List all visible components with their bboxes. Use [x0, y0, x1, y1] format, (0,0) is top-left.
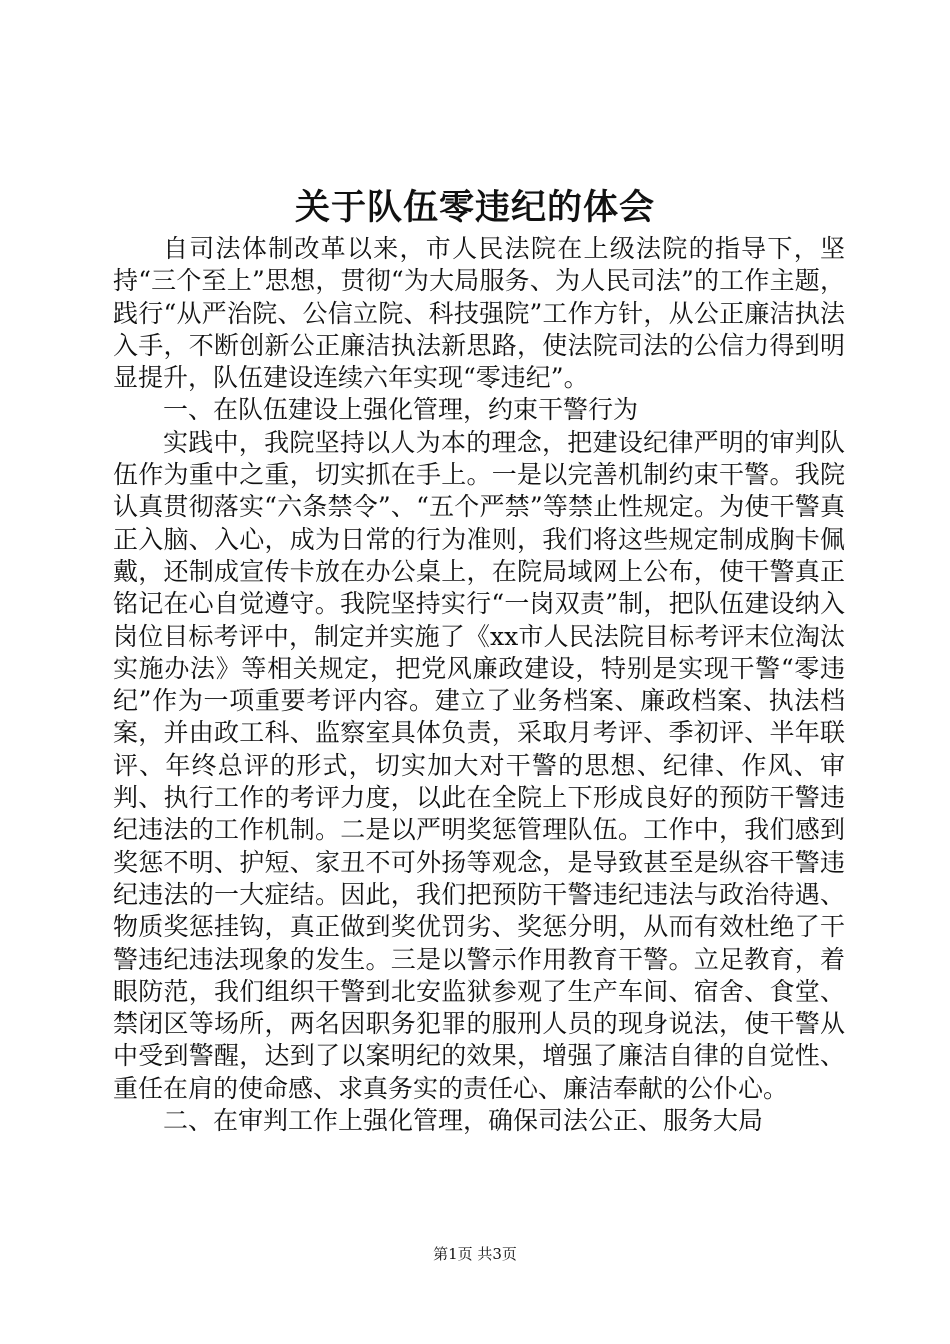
- document-body: [113, 233, 845, 1137]
- document-title: 关于队伍零违纪的体会: [294, 187, 655, 228]
- section-heading-1: 一、在队伍建设上强化管理，约束干警行为: [163, 395, 639, 425]
- paragraph-section-1: 实践中，我院坚持以人为本的理念，把建设纪律严明的审判队伍作为重中之重，切实抓在手上。一是以完善机制约束干警。我院认真贯彻落实“六条禁令”、“五个严禁”等禁止性规定。为使干警真正入脑、入心，成为日常的行为准则，我们将这些规定制成胸卡佩戴，还制成宣传卡放在办公桌上，在院局域网上公布，使干警真正铭记在心自觉遵守。我院坚持实行“一岗双责”制，把队伍建设纳入岗位目标考评中，制定并实施了《xx市人民法院目标考评末位淘汰实施办法》等相关规定，把党风廉政建设，特别是实现干警“零违纪”作为一项重要考评内容。建立了业务档案、廉政档案、执法档案，并由政工科、监察室具体负责，采取月考评、季初评、半年联评、年终总评的形式，切实加大对干警的思想、纪律、作风、审判、执行工作的考评力度，以此在全院上下形成良好的预防干警违纪违法的工作机制。二是以严明奖惩管理队伍。工作中，我们感到奖惩不明、护短、家丑不可外扬等观念，是导致甚至是纵容干警违纪违法的一大症结。因此，我们把预防干警违纪违法与政治待遇、物质奖惩挂钩，真正做到奖优罚劣、奖惩分明，从而有效杜绝了干警违纪违法现象的发生。三是以警示作用教育干警。立足教育，着眼防范，我们组织干警到北安监狱参观了生产车间、宿舍、食堂、禁闭区等场所，两名因职务犯罪的服刑人员的现身说法，使干警从中受到警醒，达到了以案明纪的效果，增强了廉洁自律的自觉性、重任在肩的使命感、求真务实的责任心、廉洁奉献的公仆心。: [113, 427, 845, 1103]
- page-number-footer: 第1页 共3页: [433, 1245, 517, 1263]
- section-heading-2: 二、在审判工作上强化管理，确保司法公正、服务大局: [163, 1106, 764, 1136]
- paragraph-intro: 自司法体制改革以来，市人民法院在上级法院的指导下，坚持“三个至上”思想，贯彻“为大局服务、为人民司法”的工作主题，践行“从严治院、公信立院、科技强院”工作方针，从公正廉洁执法入手，不断创新公正廉洁执法新思路，使法院司法的公信力得到明显提升，队伍建设连续六年实现“零违纪”。: [113, 234, 845, 393]
